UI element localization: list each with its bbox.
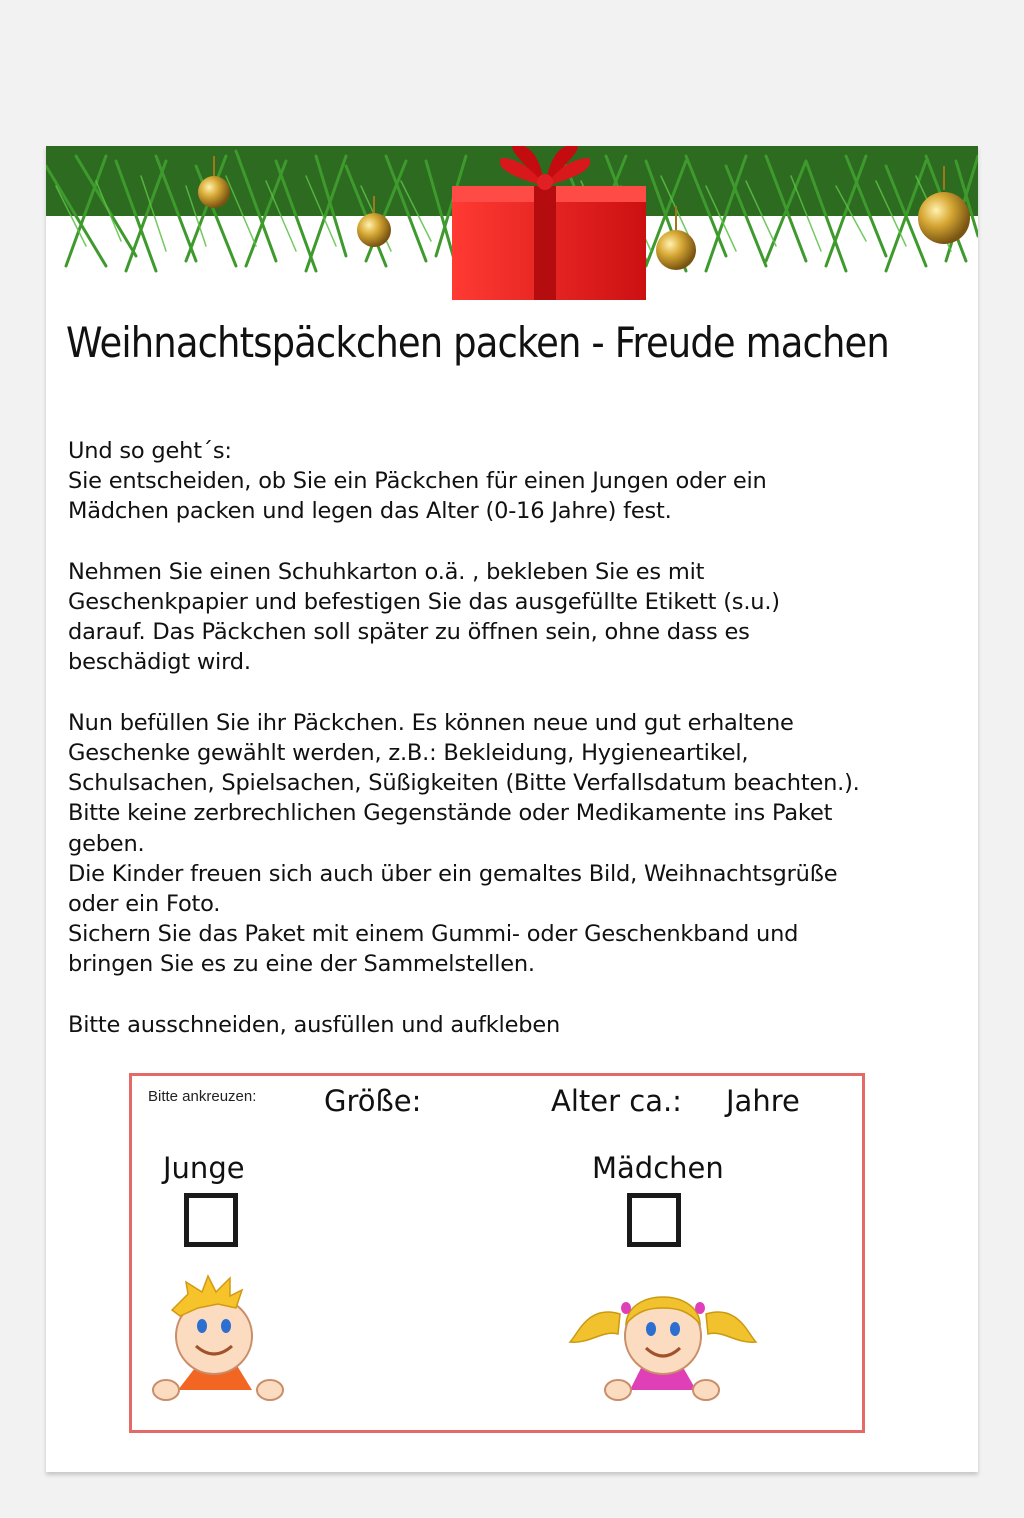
girl-face-icon <box>568 1274 758 1404</box>
christmas-banner <box>46 146 978 306</box>
flyer-page <box>46 146 978 1472</box>
years-label: Jahre <box>726 1084 800 1118</box>
paragraph-contents: Nun befüllen Sie ihr Päckchen. Es können neue und gut erhaltene Geschenke gewählt werden, z.B.: Bekleidung, Hygieneartikel, Schulsachen, Spielsachen, Süßigkeiten (Bitte Verfallsdatum beachten.). Bitte keine zerbrechlichen Gegenstände oder Medikamente ins Paket geben. Die Kinder freuen sich auch über ein gemaltes Bild, Weihnachtsgrüße oder ein Foto. Sichern Sie das Paket mit einem Gummi- oder Geschenkband und bringen Sie es zu eine der Sammelstellen. <box>68 709 860 978</box>
age-label: Alter ca.: <box>551 1084 682 1118</box>
paragraph-box: Nehmen Sie einen Schuhkarton o.ä. , bekleben Sie es mit Geschenkpapier und befestigen Sie das ausgefüllte Etikett (s.u.) darauf. Das Päckchen soll später zu öffnen sein, ohne dass es beschädigt wird. <box>68 558 780 676</box>
boy-label: Junge <box>163 1151 245 1185</box>
paragraph-intro: Und so geht´s: Sie entscheiden, ob Sie ein Päckchen für einen Jungen oder ein Mädchen packen und legen das Alter (0-16 Jahre) fest. <box>68 438 767 525</box>
girl-label: Mädchen <box>592 1151 724 1185</box>
girl-checkbox[interactable] <box>627 1193 681 1247</box>
boy-face-icon <box>150 1274 290 1404</box>
page-title: Weihnachtspäckchen packen - Freude machen <box>66 318 889 367</box>
size-label: Größe: <box>324 1084 422 1118</box>
boy-checkbox[interactable] <box>184 1193 238 1247</box>
instructions <box>68 436 958 1070</box>
paragraph-cutout: Bitte ausschneiden, ausfüllen und aufkleben <box>68 1011 561 1038</box>
gift-label-box <box>129 1073 865 1433</box>
label-instruction: Bitte ankreuzen: <box>148 1088 257 1105</box>
